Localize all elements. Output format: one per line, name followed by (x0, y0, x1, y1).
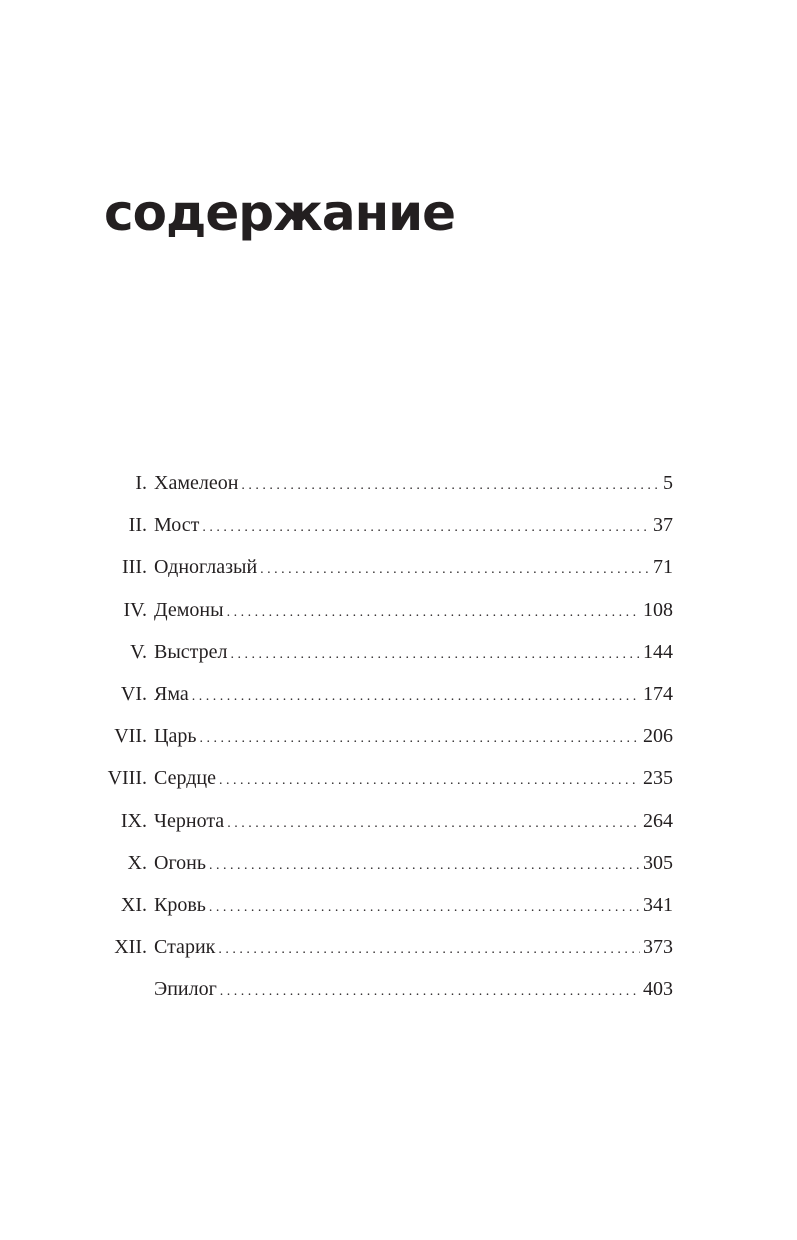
dot-leader (231, 634, 641, 676)
toc-entry[interactable] (0, 968, 797, 1010)
toc-entry-number: VII. (114, 725, 147, 748)
dot-leader (219, 760, 640, 802)
toc-entry-number: XII. (114, 936, 147, 959)
dot-leader (209, 887, 640, 929)
toc-entry-number: VI. (120, 682, 147, 705)
toc-entry-title: Огонь (154, 851, 206, 874)
toc-entry[interactable] (0, 842, 797, 884)
toc-entry-number: IX. (120, 809, 147, 832)
toc-entry-page: 174 (643, 682, 673, 705)
dot-leader (220, 971, 640, 1013)
toc-entry-page: 403 (643, 978, 673, 1001)
toc-entry-number: II. (128, 514, 147, 537)
toc-entry-number: IV. (123, 598, 147, 621)
toc-entry[interactable] (0, 800, 797, 842)
toc-entry-title: Эпилог (154, 978, 217, 1001)
table-of-contents (0, 462, 797, 1010)
dot-leader (218, 929, 640, 971)
toc-entry-page: 305 (643, 851, 673, 874)
toc-entry-title: Мост (154, 514, 200, 537)
dot-leader (227, 592, 640, 634)
dot-leader (199, 718, 640, 760)
toc-entry-page: 5 (663, 472, 673, 494)
toc-entry-title: Сердце (154, 767, 216, 790)
toc-entry-title: Выстрел (154, 640, 228, 663)
toc-entry[interactable] (0, 715, 797, 757)
toc-entry-page: 341 (643, 893, 673, 916)
toc-entry[interactable] (0, 589, 797, 631)
toc-entry[interactable] (0, 504, 797, 546)
toc-entry-page: 373 (643, 936, 673, 959)
toc-entry-number: III. (122, 556, 147, 579)
toc-entry-page: 144 (643, 640, 673, 663)
toc-entry-title: Демоны (154, 598, 224, 621)
dot-leader (227, 803, 640, 845)
toc-entry-page: 235 (643, 767, 673, 790)
dot-leader (202, 507, 650, 549)
toc-entry[interactable] (0, 546, 797, 588)
toc-entry-title: Хамелеон (154, 472, 239, 494)
dot-leader (209, 845, 640, 887)
toc-entry-title: Яма (154, 682, 189, 705)
toc-entry-title: Одноглазый (154, 556, 258, 579)
dot-leader (260, 549, 650, 591)
toc-entry[interactable] (0, 757, 797, 799)
toc-entry[interactable] (0, 884, 797, 926)
page-title: содержание (104, 184, 456, 242)
toc-entry-number: V. (130, 640, 147, 663)
toc-entry-page: 37 (653, 514, 673, 537)
toc-entry[interactable] (0, 631, 797, 673)
toc-entry-page: 108 (643, 598, 673, 621)
toc-entry-number: VIII. (107, 767, 147, 790)
dot-leader (192, 676, 640, 718)
toc-entry-page: 71 (653, 556, 673, 579)
dot-leader (241, 465, 660, 507)
toc-entry-number: I. (135, 472, 147, 494)
toc-entry-page: 206 (643, 725, 673, 748)
toc-entry-title: Старик (154, 936, 216, 959)
toc-entry[interactable] (0, 673, 797, 715)
toc-entry-title: Чернота (154, 809, 225, 832)
toc-entry-number: X. (127, 851, 147, 874)
toc-entry[interactable] (0, 926, 797, 968)
toc-entry[interactable] (0, 462, 797, 504)
toc-entry-title: Царь (154, 725, 197, 748)
toc-entry-page: 264 (643, 809, 673, 832)
toc-entry-title: Кровь (154, 893, 206, 916)
toc-entry-number: XI. (120, 893, 147, 916)
